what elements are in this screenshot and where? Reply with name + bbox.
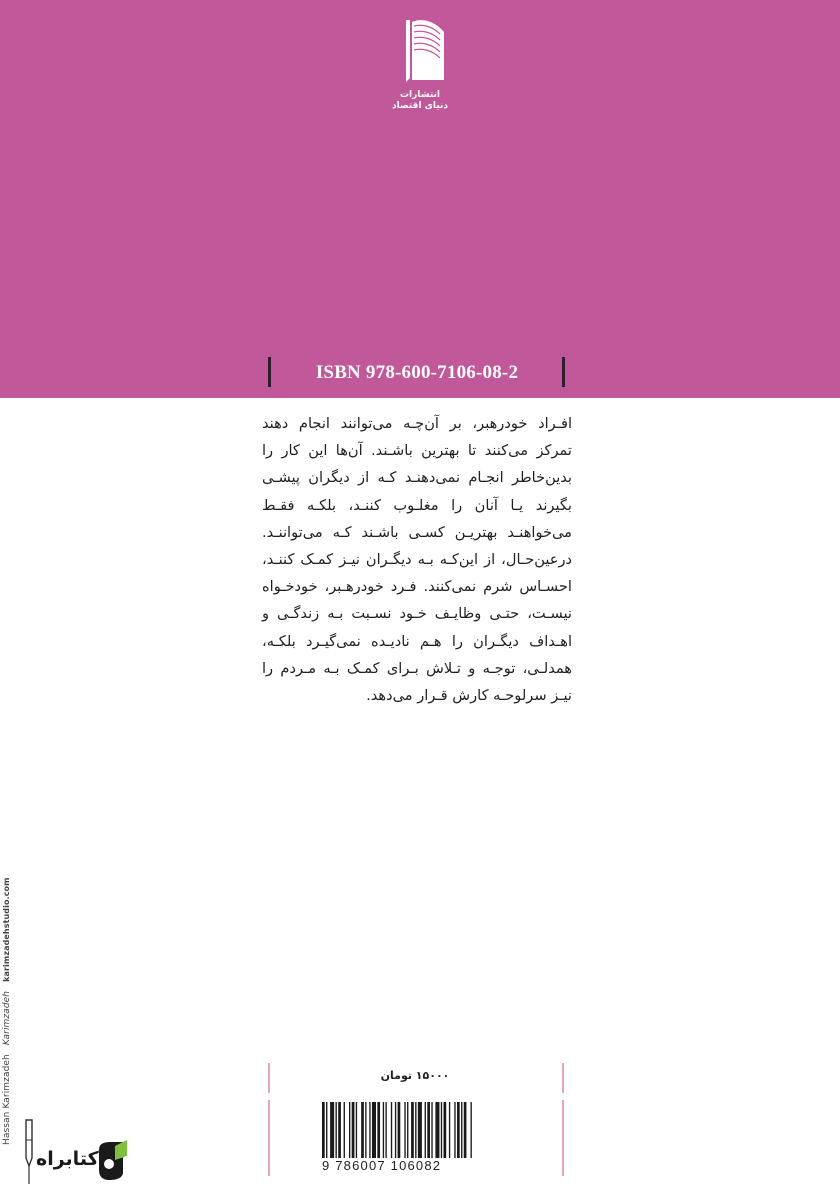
isbn-divider-left xyxy=(268,357,271,387)
publisher-name-line1: انتشارات xyxy=(400,90,440,100)
price-label: ۱۵۰۰۰ تومان xyxy=(380,1069,450,1082)
barcode-bar xyxy=(435,1102,439,1160)
barcode-bar xyxy=(457,1102,460,1160)
barcode-bar xyxy=(441,1102,442,1160)
barcode-divider-right xyxy=(562,1100,564,1176)
barcode-bar xyxy=(361,1102,364,1160)
barcode-bar xyxy=(404,1102,405,1160)
barcode-bar xyxy=(427,1102,430,1160)
barcode-bar xyxy=(391,1102,392,1160)
barcode-bar xyxy=(449,1102,450,1160)
barcode-bar xyxy=(336,1102,337,1160)
price-divider-left xyxy=(268,1063,270,1093)
ketabrah-brand xyxy=(8,1118,128,1188)
barcode-bar xyxy=(330,1102,334,1160)
barcode-digits: 9 786007 106082 xyxy=(322,1158,518,1173)
price-divider-right xyxy=(562,1063,564,1093)
barcode-bar xyxy=(369,1102,370,1160)
barcode-bar xyxy=(385,1102,386,1160)
barcode-divider-left xyxy=(268,1100,270,1176)
barcode-bar xyxy=(377,1102,380,1160)
publisher-name-line2: دنیای اقتصاد xyxy=(392,101,448,111)
barcode-bar xyxy=(418,1102,422,1160)
barcode-bar xyxy=(398,1102,401,1160)
barcode-bar xyxy=(415,1102,416,1160)
isbn-number: ISBN 978-600-7106-08-2 xyxy=(315,362,519,383)
barcode-bar xyxy=(425,1102,426,1160)
barcode-bar xyxy=(344,1102,345,1160)
barcode-bar xyxy=(322,1102,325,1160)
designer-credit xyxy=(2,877,16,1145)
ketabrah-wordmark: کتابراه xyxy=(36,1148,99,1170)
barcode-bar xyxy=(352,1102,355,1160)
designer-signature: Karimzadeh xyxy=(2,990,12,1046)
barcode-bar xyxy=(365,1102,366,1160)
barcode-bar xyxy=(356,1102,357,1160)
barcode-bar xyxy=(431,1102,432,1160)
barcode-bar xyxy=(464,1102,467,1160)
publisher-logo xyxy=(390,18,450,128)
isbn-divider-right xyxy=(562,357,565,387)
barcode-bar xyxy=(444,1102,447,1160)
barcode-bar xyxy=(349,1102,350,1160)
barcode-bar xyxy=(326,1102,327,1160)
barcode-bar xyxy=(454,1102,455,1160)
barcode-bar xyxy=(407,1102,408,1160)
barcode-bar xyxy=(411,1102,414,1160)
barcode-bar xyxy=(383,1102,384,1160)
barcode-bar xyxy=(372,1102,376,1160)
book-pages-icon xyxy=(390,18,450,90)
barcode-bar xyxy=(461,1102,462,1160)
back-cover-blurb: افـراد خودرهبر، بر آن‌چـه می‌توانند انجام دهند تمرکز می‌کنند تا بهترین باشـند. آن‌ها این کار را بدین‌خاطر انجـام نمی‌دهنـد کـه از دیگران پیشـی بگیرند یـا آنان را مغلـوب کننـد، بلکـه فقـط می‌خواهنـد بهتریـن کسـی باشـند کـه می‌تواننـد. درعین‌حـال، از این‌کـه بـه دیگـران نیـز کمـک کننـد، احسـاس شرم نمی‌کنند. فـرد خودرهـبر، خودخـواه نیسـت، حتـی وظایـف خـود نسـبت بـه زندگـی و اهـداف دیگـران را هـم نادیـده نمی‌گیـرد بلکـه، همدلـی، توجـه و تـلاش بـرای کمـک بـه مـردم را نیـز سرلوحـه کارش قـرار می‌دهد. xyxy=(262,415,572,705)
barcode-bar xyxy=(338,1102,341,1160)
designer-website: karimzadehstudio.com xyxy=(2,877,11,982)
barcode-bar xyxy=(471,1102,472,1160)
designer-name: Hassan Karimzadeh xyxy=(2,1054,12,1145)
barcode-bar xyxy=(395,1102,396,1160)
cover-top-band xyxy=(0,0,840,398)
